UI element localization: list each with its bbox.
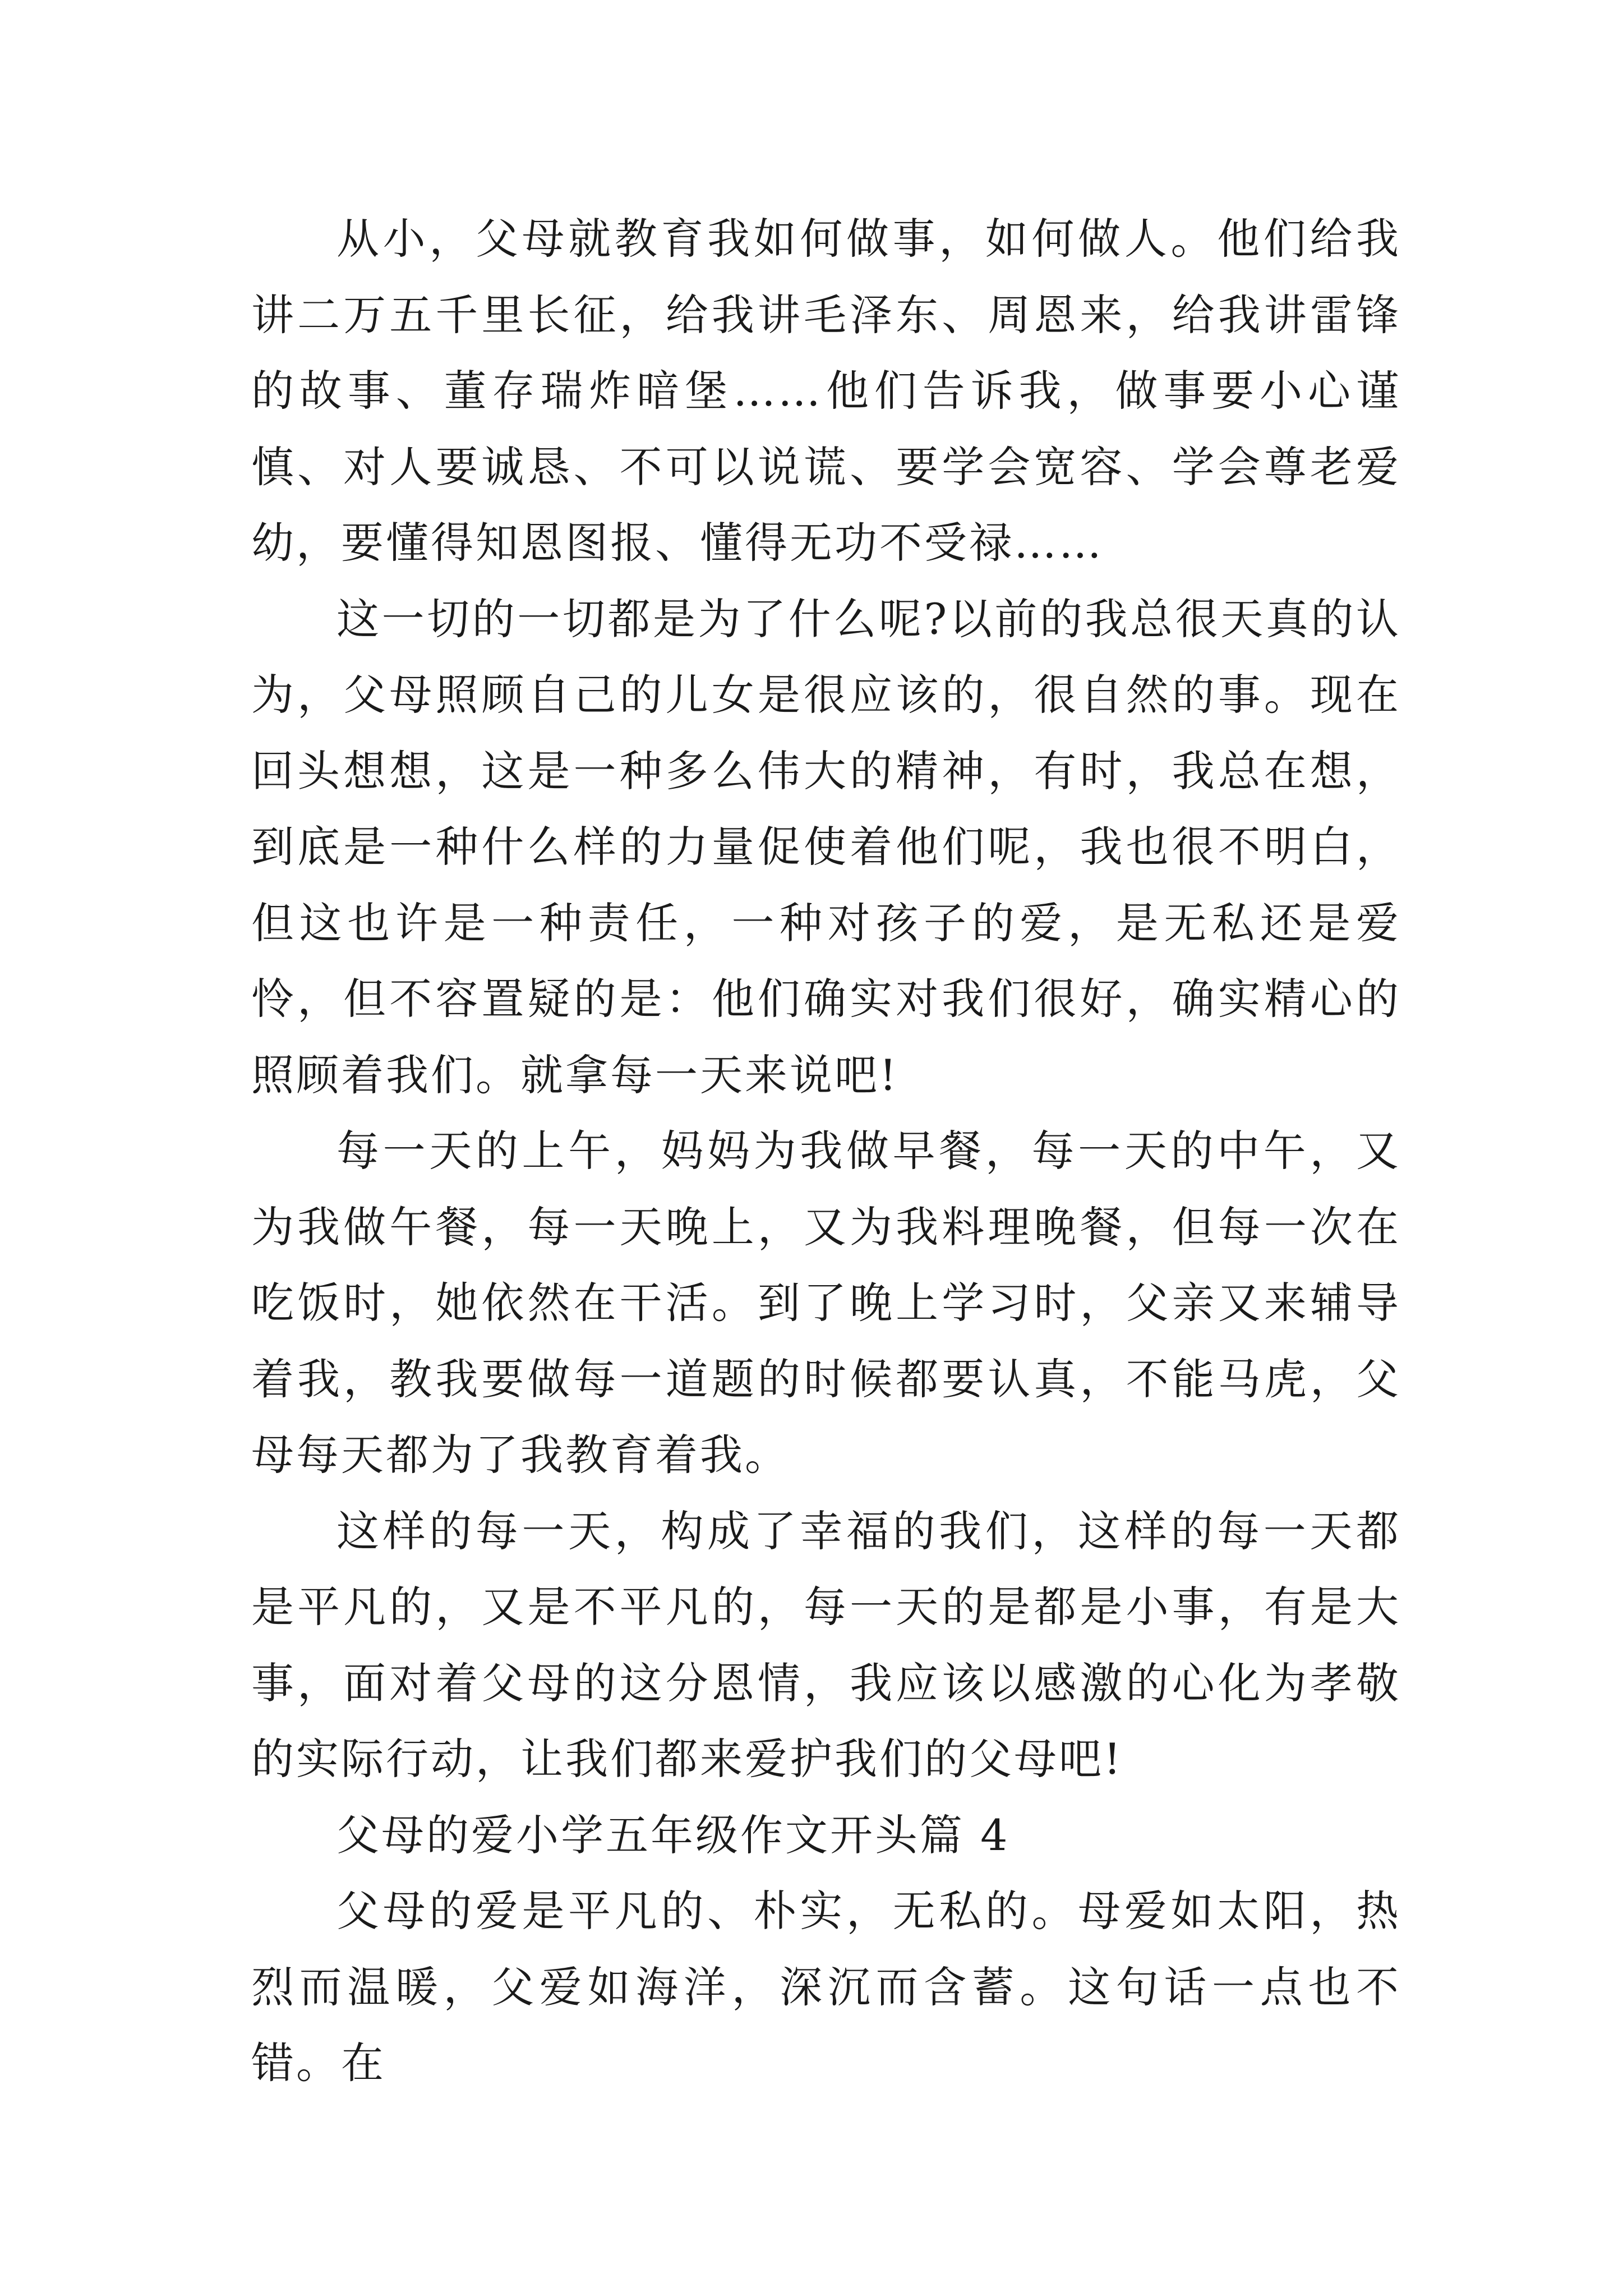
paragraph: 父母的爱是平凡的、朴实，无私的。母爱如太阳，热烈而温暖，父爱如海洋，深沉而含蓄。这句话一点也不错。在 (251, 1886, 1401, 2088)
paragraph: 这一切的一切都是为了什么呢?以前的我总很天真的认为，父母照顾自己的儿女是很应该的，很自然的事。现在回头想想，这是一种多么伟大的精神，有时，我总在想，到底是一种什么样的力量促使着他们呢，我也很不明白，但这也许是一种责任，一种对孩子的爱，是无私还是爱怜，但不容置疑的是：他们确实对我们很好，确实精心的照顾着我们。就拿每一天来说吧! (251, 593, 1401, 1100)
paragraph: 这样的每一天，构成了幸福的我们，这样的每一天都是平凡的，又是不平凡的，每一天的是都是小事，有是大事，面对着父母的这分恩情，我应该以感激的心化为孝敬的实际行动，让我们都来爱护我们的父母吧! (251, 1506, 1401, 1784)
paragraph: 从小，父母就教育我如何做事，如何做人。他们给我讲二万五千里长征，给我讲毛泽东、周恩来，给我讲雷锋的故事、董存瑞炸暗堡……他们告诉我，做事要小心谨慎、对人要诚恳、不可以说谎、要学会宽容、学会尊老爱幼，要懂得知恩图报、懂得无功不受禄…… (251, 214, 1401, 568)
section-heading: 父母的爱小学五年级作文开头篇 4 (336, 1810, 1010, 1860)
document-body (251, 201, 1401, 2101)
paragraph: 每一天的上午，妈妈为我做早餐，每一天的中午，又为我做午餐，每一天晚上，又为我料理晚餐，但每一次在吃饭时，她依然在干活。到了晚上学习时，父亲又来辅导着我，教我要做每一道题的时候都要认真，不能马虎，父母每天都为了我教育着我。 (251, 1126, 1401, 1480)
